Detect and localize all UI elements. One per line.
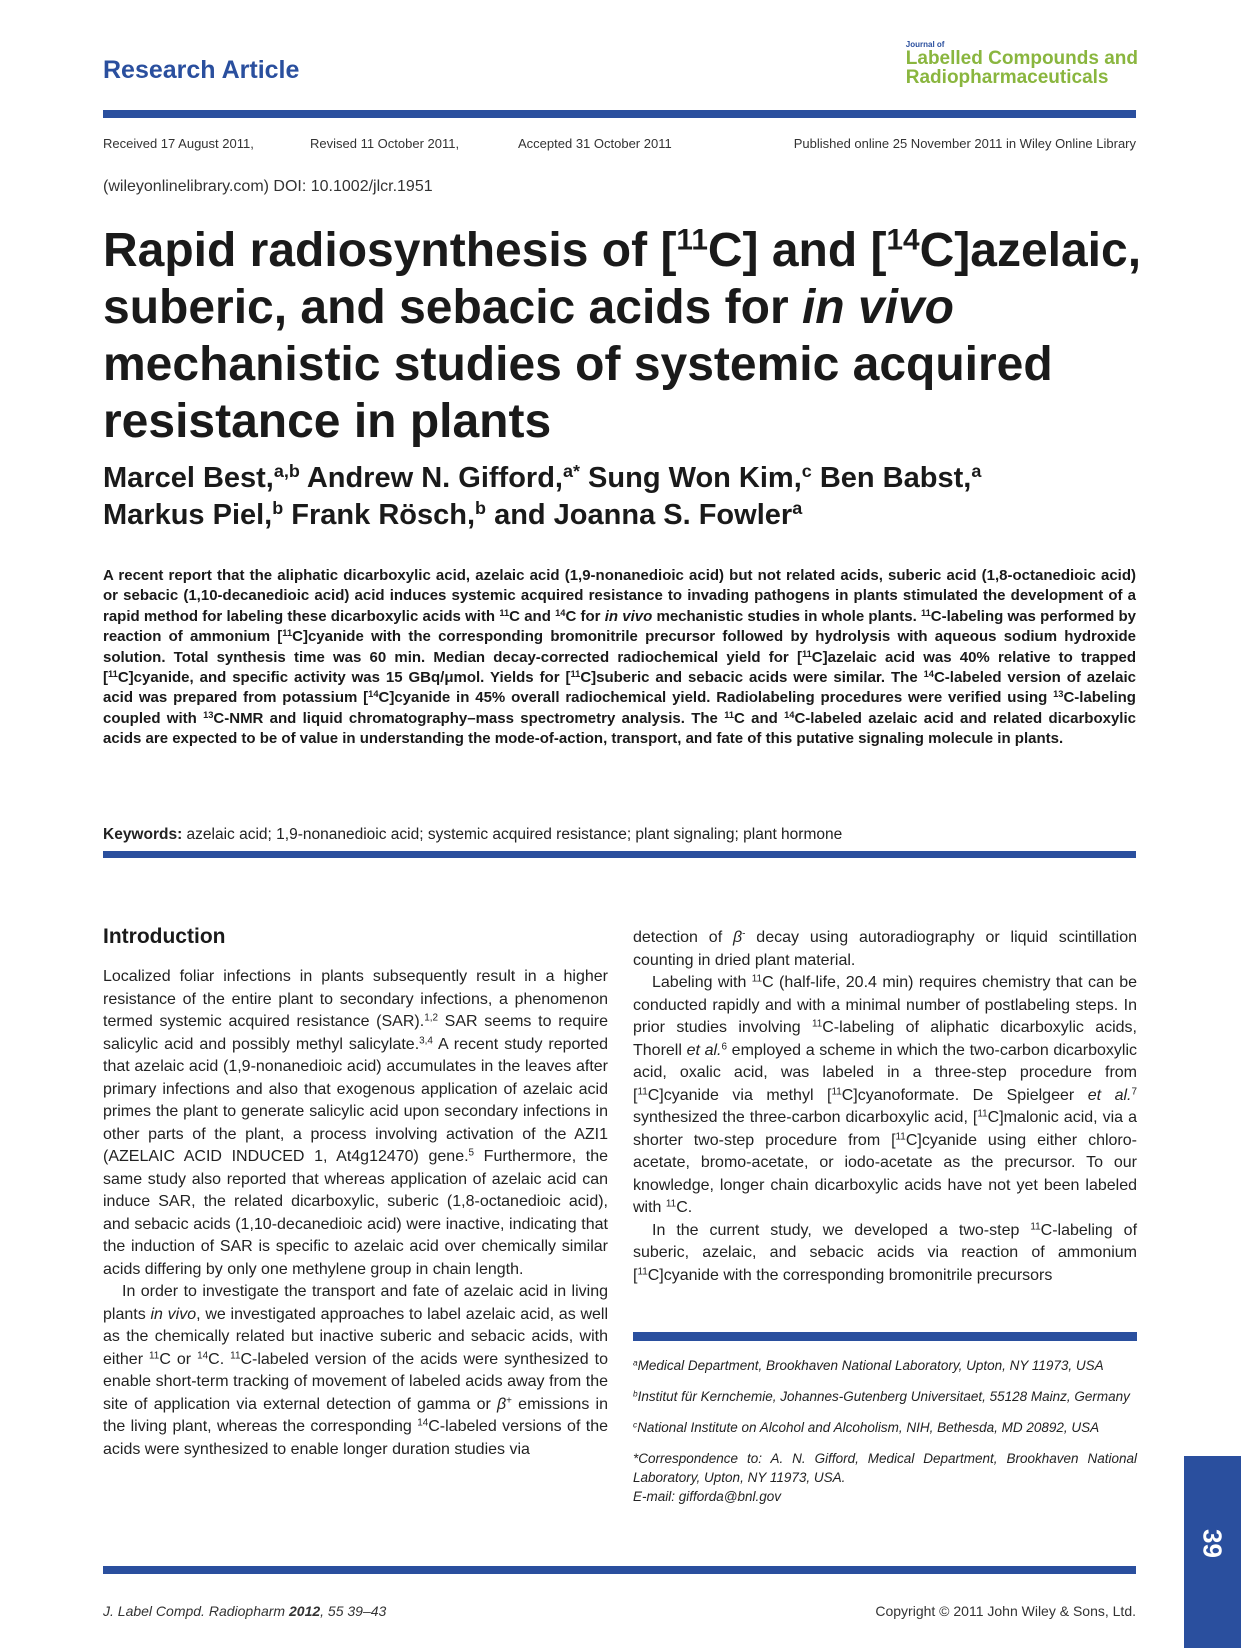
author[interactable]: Frank Rösch,$^b$ [291, 498, 486, 531]
footer-citation: J. Label Compd. Radiopharm 2012, 55 39–43 [103, 1603, 387, 1619]
journal-logo-small: Journal of [905, 40, 945, 49]
author[interactable]: Sung Won Kim,$^c$ [588, 461, 812, 494]
paragraph: detection of β- decay using autoradiography or liquid scintillation counting in dried plant material. [633, 928, 1138, 969]
section-label: Research Article [103, 56, 300, 84]
abstract-rule [103, 851, 1136, 858]
keywords-text: azelaic acid; 1,9-nonanedioic acid; systemic acquired resistance; plant signaling; plant hormone [182, 826, 843, 843]
page-number: 39 [1197, 1529, 1228, 1558]
affiliation-rule [633, 1332, 1137, 1341]
right-column [633, 927, 1137, 1287]
author[interactable]: Andrew N. Gifford,$^{a*}$ [306, 461, 580, 494]
keywords-label: Keywords: [103, 826, 183, 843]
affiliations [633, 1356, 1137, 1518]
revised-date: Revised 11 October 2011, [310, 136, 460, 151]
author-list [103, 460, 1143, 534]
paragraph: Labeling with $^{11}$C (half-life, 20.4 min) requires chemistry that can be conducted rapidly and with a minimal number of postlabeling steps. In prior studies involving $^{11}$C-labeling of aliphatic dicarboxylic acids, Thorell et al.$^6$ employed a scheme in which the two-carbon dicarboxylic acid, oxalic acid, was labeled in a three-step procedure from [$^{11}$C]cyanide via methyl [$^{11}$C]cyanoformate. De Spielgeer et al.$^7$ synthesized the three-carbon dicarboxylic acid, [$^{11}$C]malonic acid, via a shorter two-step procedure from [$^{11}$C]cyanide using either chloro-acetate, bromo-acetate, or iodo-acetate as the precursor. To our knowledge, longer chain dicarboxylic acids have not yet been labeled with $^{11}$C. [633, 973, 1138, 1216]
journal-logo-line2: Radiopharmaceuticals [905, 67, 1109, 88]
paragraph: In the current study, we developed a two-step $^{11}$C-labeling of suberic, azelaic, and sebacic acids via reaction of ammonium [$^{11}$C]cyanide with the corresponding bromonitrile precursors [633, 1221, 1138, 1284]
left-column [103, 966, 608, 1461]
paragraph: Localized foliar infections in plants subsequently result in a higher resistance of the entire plant to secondary infections, a phenomenon termed systemic acquired resistance (SAR).$^{1,2}$ SAR seems to require salicylic acid and possibly methyl salicylate.$^{3,4}$ A recent study reported that azelaic acid (1,9-nonanedioic acid) accumulates in the leaves after primary infections and also that exogenous application of azelaic acid primes the plant to generate salicylic acid upon secondary infections in other parts of the plant, a process involving activation of the AZI1 (AZELAIC ACID INDUCED 1, At4g12470) gene.$^5$ Furthermore, the same study also reported that whereas application of azelaic acid can induce SAR, the related dicarboxylic, suberic (1,8-octanedioic acid), and sebacic acids (1,10-decanedioic acid) were inactive, indicating that the induction of SAR is specific to azelaic acid over chemically similar acids differing by only one methylene group in chain length. [103, 968, 608, 1278]
footer-copyright: Copyright © 2011 John Wiley & Sons, Ltd. [875, 1603, 1136, 1619]
article-title: Rapid radiosynthesis of [$^{11}$C] and [$^{14}$C]azelaic, suberic, and sebacic acids for in vivo mechanistic studies of systemic acquired resistance in plants [103, 223, 1142, 448]
journal-logo-line1: Labelled Compounds and [905, 48, 1138, 69]
author[interactable]: and Joanna S. Fowler$^a$ [494, 498, 803, 531]
header-rule [103, 110, 1136, 118]
received-date: Received 17 August 2011, [103, 136, 254, 151]
email-link[interactable]: E-mail: gifforda@bnl.gov [633, 1489, 782, 1504]
published-date: Published online 25 November 2011 in Wiley Online Library [793, 136, 1136, 151]
author[interactable]: Ben Babst,$^a$ [819, 461, 982, 494]
affiliation-c: $^c$National Institute on Alcohol and Alcoholism, NIH, Bethesda, MD 20892, USA [633, 1419, 1100, 1435]
paragraph: In order to investigate the transport and fate of azelaic acid in living plants in vivo, we investigated approaches to label azelaic acid, as well as the chemically related but inactive suberic and sebacic acids, with either $^{11}$C or $^{14}$C. $^{11}$C-labeled version of the acids were synthesized to enable short-term tracking of movement of labeled acids away from the site of application via external detection of gamma or β+ emissions in the living plant, whereas the corresponding $^{14}$C-labeled versions of the acids were synthesized to enable longer duration studies via [103, 1283, 609, 1458]
affiliation-a: $^a$Medical Department, Brookhaven National Laboratory, Upton, NY 11973, USA [633, 1357, 1104, 1373]
keywords [103, 826, 842, 844]
author[interactable]: Marcel Best,$^{a,b}$ [103, 461, 300, 494]
correspondence: *Correspondence to: A. N. Gifford, Medical Department, Brookhaven National Laboratory, Upton, NY 11973, USA. E-mail: gifforda@bnl.gov [633, 1451, 1137, 1504]
journal-logo [906, 40, 1138, 87]
affiliation-b: $^b$Institut für Kernchemie, Johannes-Gutenberg Universitaet, 55128 Mainz, Germany [633, 1388, 1130, 1404]
accepted-date: Accepted 31 October 2011 [518, 136, 672, 151]
doi-line[interactable]: (wileyonlinelibrary.com) DOI: 10.1002/jlcr.1951 [103, 178, 433, 195]
abstract: A recent report that the aliphatic dicarboxylic acid, azelaic acid (1,9-nonanedioic acid) but not related acids, suberic acid (1,8-octanedioic acid) or sebacic (1,10-decanedioic acid) acid induces systemic acquired resistance to invading pathogens in plants stimulated the development of a rapid method for labeling these dicarboxylic acids with $^{11}$C and $^{14}$C for in vivo mechanistic studies in whole plants. $^{11}$C-labeling was performed by reaction of ammonium [$^{11}$C]cyanide with the corresponding bromonitrile precursor followed by hydrolysis with aqueous sodium hydroxide solution. Total synthesis time was 60 min. Median decay-corrected radiochemical yield for [$^{11}$C]azelaic acid was 40% relative to trapped [$^{11}$C]cyanide, and specific activity was 15 GBq/μmol. Yields for [$^{11}$C]suberic and sebacic acids were similar. The $^{14}$C-labeled version of azelaic acid was prepared from potassium [$^{14}$C]cyanide in 45% overall radiochemical yield. Radiolabeling procedures were verified using $^{13}$C-labeling coupled with $^{13}$C-NMR and liquid chromatography–mass spectrometry analysis. The $^{11}$C and $^{14}$C-labeled azelaic acid and related dicarboxylic acids are expected to be of value in understanding the mode-of-action, transport, and fate of this putative signaling molecule in plants. [103, 567, 1137, 748]
section-heading-introduction: Introduction [103, 925, 226, 948]
author[interactable]: Markus Piel,$^b$ [103, 498, 284, 531]
footer-rule [103, 1566, 1136, 1574]
